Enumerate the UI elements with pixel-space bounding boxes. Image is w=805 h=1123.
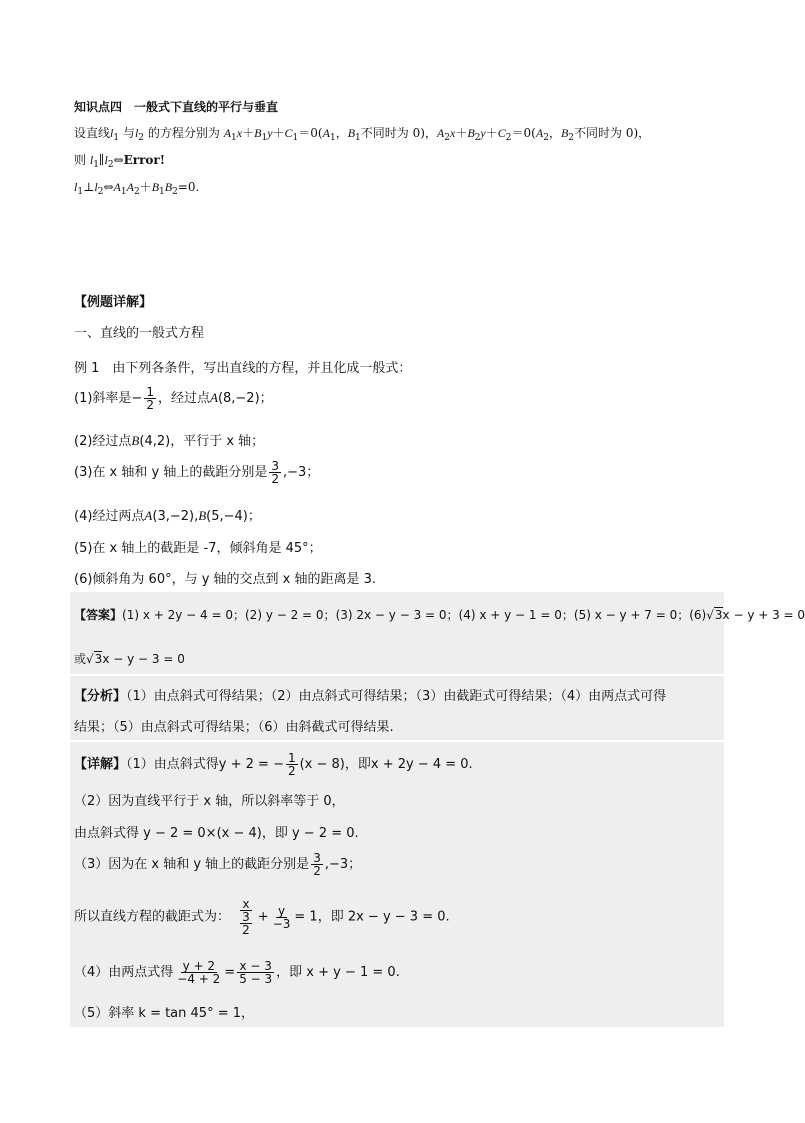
knowledge-line-3: $l_1\perp l_2\Leftrightarrow A_1A_2+B_1B_2=0$. xyxy=(74,180,200,197)
detail-line-3: （3）因为在 x 轴和 y 轴上的截距分别是 $\frac{3}{2}$ ,−3； xyxy=(74,851,362,878)
example-item-2: (2)经过点B(4,2)，平行于 x 轴； xyxy=(74,433,265,449)
section-title: 【例题详解】 xyxy=(74,295,153,310)
knowledge-line-1: 设直线$l_1$ 与$l_2$ 的方程分别为 $A_1x+B_1y+C_1=0(A_1$，$B_1$不同时为 0)，$A_2x+B_2y+C_2=0(A_2$，$B_2$不同时为 0)， xyxy=(74,126,651,143)
detail-line-3b: 所以直线方程的截距式为： x 3 2 + $\frac{y}{-3}$ = 1，即 2x − y − 3 = 0. xyxy=(74,897,450,937)
analysis-line-2: 结果；（5）由点斜式可得结果；（6）由斜截式可得结果. xyxy=(74,720,394,735)
example-item-1: (1)斜率是− $\frac{1}{2}$ ，经过点A(8,−2)； xyxy=(74,385,273,412)
detail-line-2b: 由点斜式得 y − 2 = 0×(x − 4)，即 y − 2 = 0. xyxy=(74,826,359,841)
knowledge-heading: 知识点四 一般式下直线的平行与垂直 xyxy=(74,100,279,114)
knowledge-line-2: 则 $l_1\parallel l_2\Leftrightarrow Error$! xyxy=(74,153,165,170)
example-item-5: (5)在 x 轴上的截距是 -7，倾斜角是 45°； xyxy=(74,541,322,556)
detail-line-5: （5）斜率 k = tan 45° = 1， xyxy=(74,1006,254,1021)
answer-line-2: 或√3x − y − 3 = 0 xyxy=(74,652,185,666)
example-item-6: (6)倾斜角为 60°，与 y 轴的交点到 x 轴的距离是 3. xyxy=(74,572,377,587)
example-item-4: (4)经过两点A(3,−2),B(5,−4)； xyxy=(74,508,261,524)
detail-line-1: 【详解】（1）由点斜式得y + 2 = − $\frac{1}{2}$ (x − 8)，即x + 2y − 4 = 0. xyxy=(74,751,473,778)
detail-line-4: （4）由两点式得 $\frac{y + 2}{-4 + 2}$ = $\frac{x - 3}{5 - 3}$ ，即 x + y − 1 = 0. xyxy=(74,959,400,986)
example-intro: 例 1 由下列各条件，写出直线的方程，并且化成一般式： xyxy=(74,361,412,376)
example-item-3: (3)在 x 轴和 y 轴上的截距分别是 $\frac{3}{2}$ ,−3； xyxy=(74,459,320,486)
sub-title: 一、直线的一般式方程 xyxy=(74,326,205,341)
detail-line-2: （2）因为直线平行于 x 轴，所以斜率等于 0， xyxy=(74,794,345,809)
analysis-line-1: 【分析】（1）由点斜式可得结果；（2）由点斜式可得结果；（3）由截距式可得结果；（4）由两点式可得 xyxy=(74,689,667,704)
answer-line-1: 【答案】(1) x + 2y − 4 = 0；(2) y − 2 = 0；(3) 2x − y − 3 = 0；(4) x + y − 1 = 0；(5) x − y + 7 = 0；(6)√3x − y + 3 = 0 xyxy=(74,608,805,622)
